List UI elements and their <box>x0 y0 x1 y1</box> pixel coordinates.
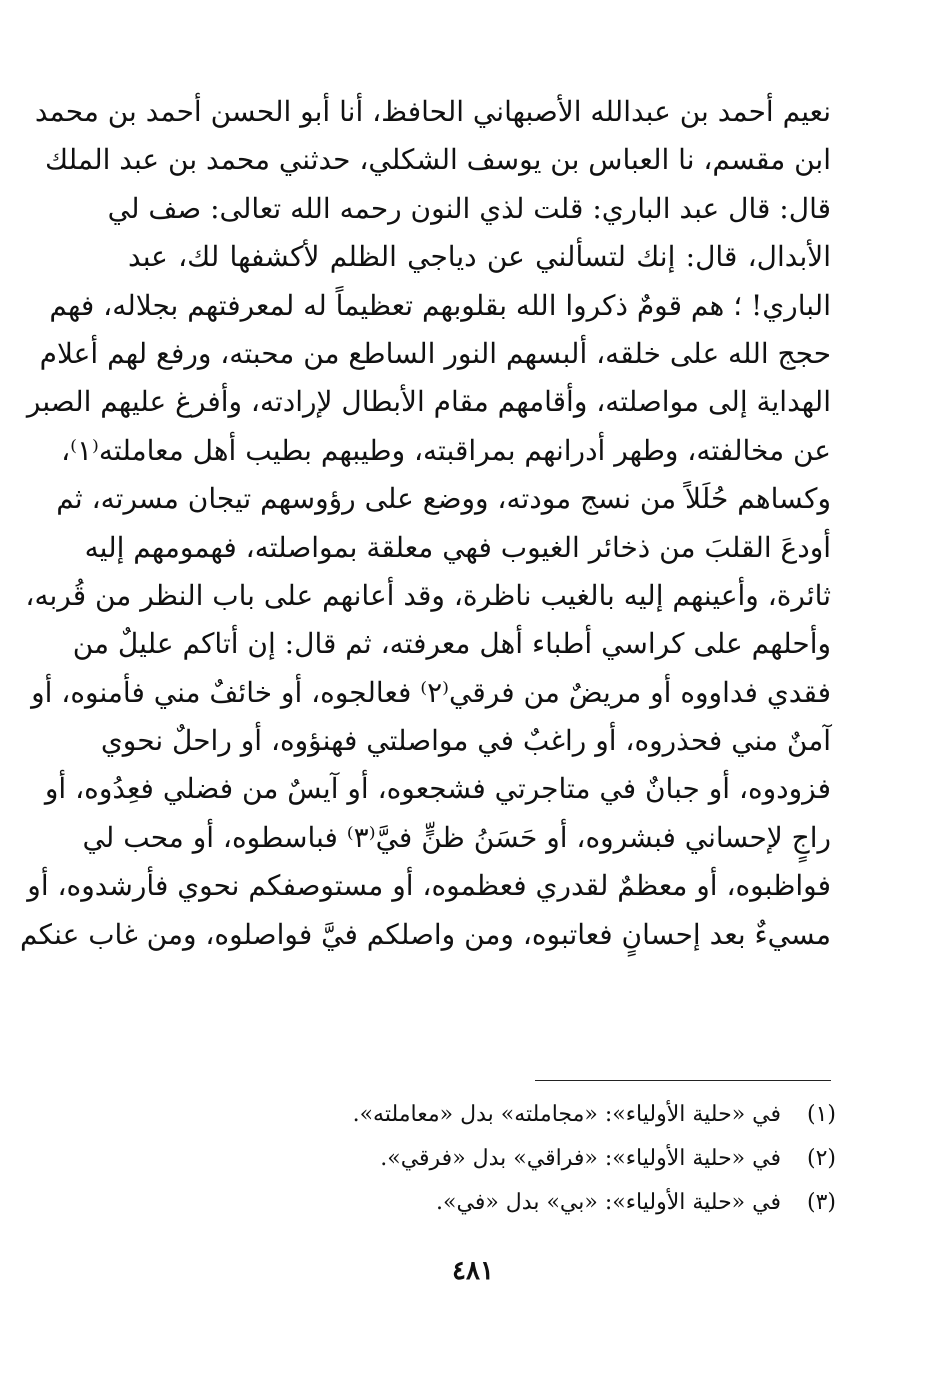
text-line: فقدي فداووه أو مريضٌ من فرقي⁽٢⁾ فعالجوه، أو خائفٌ مني فأمنوه، أو <box>31 675 831 709</box>
page-number: ٤٨١ <box>452 1256 494 1286</box>
footnote-number: (٢) <box>806 1146 836 1171</box>
text-line: راجٍ لإحساني فبشروه، أو حَسَنُ ظنٍّ فيَّ⁽٣⁾ فباسطوه، أو محب لي <box>82 820 831 854</box>
text-line: فزودوه، أو جبانٌ في متاجرتي فشجعوه، أو آيسٌ من فضلي فعِدُوه، أو <box>44 772 831 806</box>
text-line: نعيم أحمد بن عبدالله الأصبهاني الحافظ، أنا أبو الحسن أحمد بن محمد <box>34 95 831 128</box>
text-line: وأحلهم على كراسي أطباء أهل معرفته، ثم قال: إن أتاكم عليلٌ من <box>72 627 831 661</box>
text-line: عن مخالفته، وطهر أدرانهم بمراقبته، وطيبهم بطيب أهل معاملته⁽١⁾، <box>61 433 831 467</box>
text-line: الهداية إلى مواصلته، وأقامهم مقام الأبطال لإرادته، وأفرغ عليهم الصبر <box>26 385 831 419</box>
text-line: حجج الله على خلقه، ألبسهم النور الساطع من محبته، ورفع لهم أعلام <box>39 336 831 370</box>
footnote-text: في «حلية الأولياء»: «بي» بدل «في». <box>436 1190 781 1215</box>
footnote-text: في «حلية الأولياء»: «مجاملته» بدل «معاملته». <box>352 1102 781 1127</box>
text-line: الباري! ؛ هم قومٌ ذكروا الله بقلوبهم تعظيماً له لمعرفتهم بجلاله، فهم <box>49 288 831 322</box>
text-line: الأبدال، قال: إنك لتسألني عن دياجي الظلم لأكشفها لك، عبد <box>128 240 831 274</box>
footnote-item <box>116 1137 836 1181</box>
text-line: أودعَ القلبَ من ذخائر الغيوب فهي معلقة بمواصلته، فهمومهم إليه <box>84 530 831 564</box>
text-line: مسيءٌ بعد إحسانٍ فعاتبوه، ومن واصلكم فيَّ فواصلوه، ومن غاب عنكم <box>20 917 831 951</box>
main-text <box>20 88 831 959</box>
footnote-text: في «حلية الأولياء»: «فراقي» بدل «فرقي». <box>380 1146 781 1171</box>
text-line: ثائرة، وأعينهم إليه بالغيب ناظرة، وقد أعانهم على باب النظر من قُربه، <box>25 578 831 612</box>
text-line: ابن مقسم، نا العباس بن يوسف الشكلي، حدثني محمد بن عبد الملك <box>45 143 831 177</box>
footnote-number: (١) <box>806 1102 836 1127</box>
text-line: قال: قال عبد الباري: قلت لذي النون رحمه الله تعالى: صف لي <box>107 191 831 225</box>
footnote-number: (٣) <box>806 1190 836 1215</box>
text-line: فواظبوه، أو معظمٌ لقدري فعظموه، أو مستوصفكم نحوي فأرشدوه، أو <box>27 869 831 903</box>
text-line: وكساهم حُلَلاً من نسج مودته، ووضع على رؤوسهم تيجان مسرته، ثم <box>56 482 831 516</box>
text-line: آمنٌ مني فحذروه، أو راغبٌ في مواصلتي فهنؤوه، أو راحلٌ نحوي <box>100 724 831 758</box>
footnote-separator <box>535 1080 831 1081</box>
footnotes <box>116 1093 836 1225</box>
footnote-item <box>116 1181 836 1225</box>
footnote-item <box>116 1093 836 1137</box>
